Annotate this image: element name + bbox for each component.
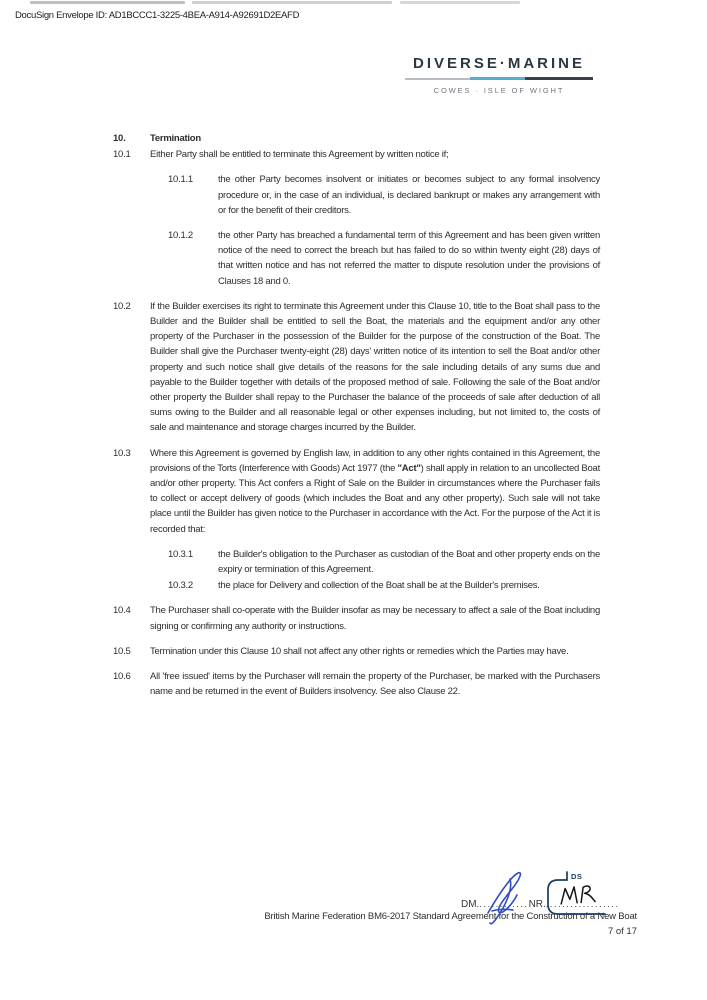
scan-artifact [30, 1, 185, 4]
clause-text: Where this Agreement is governed by English law, in addition to any other rights contained in this Agreement, the provisions of the Torts (Interference with Goods) Act 1977 (the "Act") shall apply in relation to an uncollected Boat and/or other property. This Act confers a Right of Sale on the Builder in circumstances where the Purchaser fails to collect or accept delivery of goods (which includes the Boat and any other property). Such sale will not take place until the Builder has given notice to the Purchaser in accordance with the Act. For the purpose of the Act it is recorded that: [150, 447, 600, 535]
clause-number: 10.4 [113, 605, 131, 617]
logo-divider [405, 77, 593, 80]
logo-tagline: COWES · ISLE OF WIGHT [433, 86, 565, 95]
clause-10-3 [113, 446, 600, 537]
footer-page-number: 7 of 17 [607, 926, 637, 937]
signature-dotted-line: .................. [545, 899, 620, 909]
docusign-envelope-id: DocuSign Envelope ID: AD1BCCC1-3225-4BEA-A914-A92691D2EAFD [15, 10, 300, 21]
scan-artifact [192, 1, 392, 4]
signature-scribble-icon [482, 869, 532, 927]
clause-10-1-2 [113, 228, 600, 289]
clause-list [113, 131, 600, 700]
clause-number: 10.3.1 [168, 548, 193, 560]
clause-number: 10.1.1 [168, 174, 193, 186]
footer-document-title: British Marine Federation BM6-2017 Standard Agreement for the Construction of a New Boat [264, 911, 637, 922]
logo-divider-blue-segment [470, 77, 525, 80]
clause-10-1-1 [113, 172, 600, 218]
clause-10-2 [113, 299, 600, 436]
clause-10 [113, 131, 600, 146]
signature-dotted-line: ............ [479, 899, 529, 909]
initials-handwriting [560, 886, 595, 904]
clause-text: If the Builder exercises its right to terminate this Agreement under this Clause 10, title to the Boat shall pass to the Builder and the Builder shall be entitled to sell the Boat, the materials and the equipment and/or any other property of the Purchaser in the possession of the Builder for the purpose of the construction of the Boat. The Builder shall give the Purchaser twenty-eight (28) days' written notice of its intention to sell the Boat and/or other property and such notice shall give details of the reasons for the sale including details of any sums due and payable to the Builder together with details of the proposed method of sale. Following the sale of the Boat and/or other property the Builder shall repay to the Purchaser the balance of the proceeds of sale after deduction of all sums owing to the Builder and all reasonable legal or other expenses including, but not limited to, the costs of sale and maintenance and storage charges incurred by the Builder. [150, 300, 600, 434]
clause-10-3-1 [113, 547, 600, 577]
clause-number: 10.1 [113, 149, 131, 161]
builder-initials-label: DM. [461, 899, 480, 910]
clause-number: 10.2 [113, 300, 131, 312]
ds-tab-label: DS [571, 872, 583, 881]
purchaser-initials-label: NR. [528, 899, 546, 910]
docusign-initials-field[interactable] [541, 867, 619, 921]
clause-text: the place for Delivery and collection of the Boat shall be at the Builder's premises. [218, 580, 540, 592]
clause-text: Termination [150, 133, 201, 144]
clause-text: Termination under this Clause 10 shall not affect any other rights or remedies which the Parties may have. [150, 645, 569, 657]
clause-text: the other Party has breached a fundamental term of this Agreement and has been given written notice of the need to correct the breach but has failed to do so within twenty eight (28) days of that written notice and has not referred the matter to dispute resolution under the provisions of Clauses 18 and 0. [218, 230, 600, 287]
clause-10-1 [113, 147, 600, 162]
clause-number: 10. [113, 133, 126, 144]
docusign-initials-bracket-icon [541, 867, 619, 921]
clause-number: 10.3 [113, 447, 131, 459]
clause-text: All 'free issued' items by the Purchaser will remain the property of the Purchaser, be marked with the Purchasers name and be returned in the event of Builders insolvency. See also Clause 22. [150, 671, 600, 698]
clause-number: 10.5 [113, 645, 131, 657]
logo-divider-dark-segment [525, 77, 593, 80]
clause-number: 10.6 [113, 671, 131, 683]
company-logo [405, 55, 593, 95]
clause-10-6 [113, 669, 600, 699]
scan-artifact [400, 1, 520, 4]
clause-text: the other Party becomes insolvent or initiates or becomes subject to any formal insolvency procedure or, in the case of an individual, is declared bankrupt or makes any arrangement with or for the benefit of their creditors. [218, 174, 600, 216]
logo-divider-gray-segment [405, 78, 470, 80]
builder-signature-ink [482, 869, 532, 927]
clause-10-5 [113, 644, 600, 659]
clause-text: The Purchaser shall co-operate with the Builder insofar as may be necessary to affect a sale of the Boat including signing or confirming any authority or instructions. [150, 605, 600, 632]
clause-10-4 [113, 603, 600, 633]
clause-text: the Builder's obligation to the Purchaser as custodian of the Boat and other property ends on the expiry or termination of this Agreement. [218, 548, 600, 576]
logo-wordmark: DIVERSE·MARINE [412, 55, 585, 72]
clause-text: Either Party shall be entitled to terminate this Agreement by written notice if; [150, 149, 449, 161]
clause-number: 10.3.2 [168, 580, 193, 592]
clause-number: 10.1.2 [168, 230, 193, 242]
clause-10-3-2 [113, 578, 600, 593]
